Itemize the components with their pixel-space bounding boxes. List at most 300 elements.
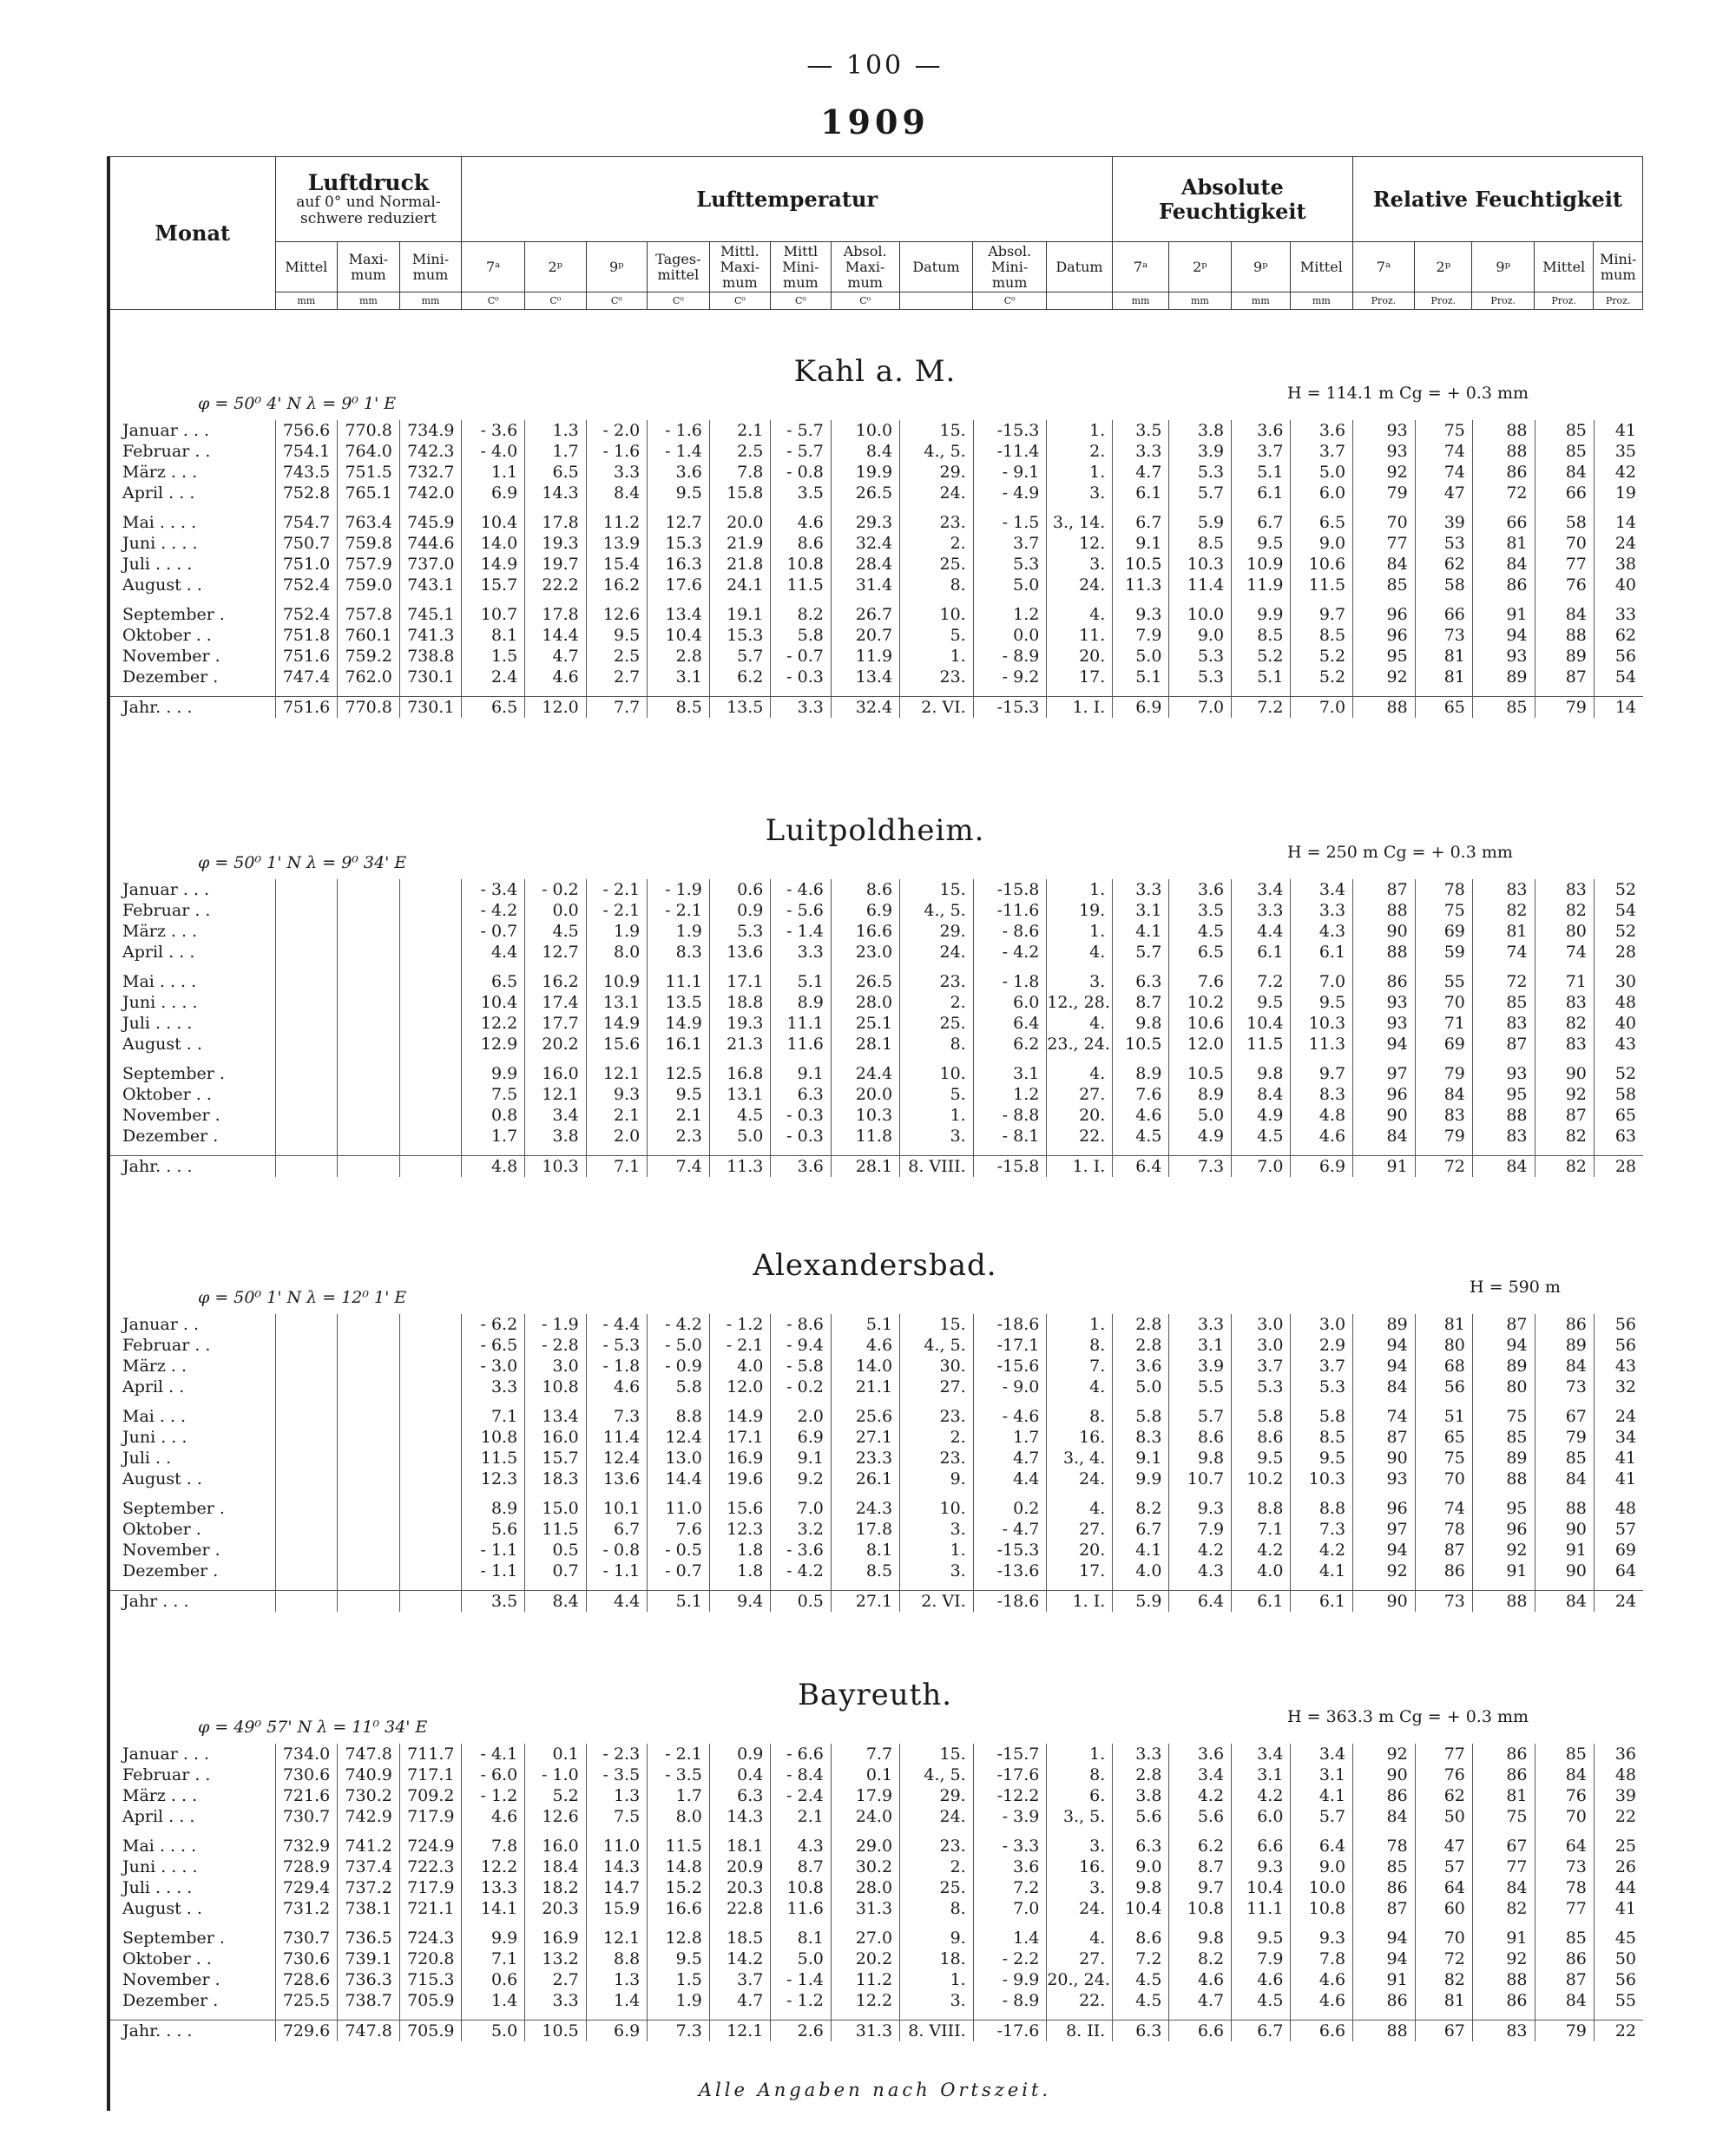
data-cell	[399, 1406, 462, 1427]
data-cell: 23.	[900, 1406, 974, 1427]
gap-cell	[108, 1489, 275, 1498]
month-label: September .	[108, 1063, 275, 1084]
data-cell: 751.8	[275, 625, 338, 646]
data-cell: 4.1	[1291, 1785, 1353, 1806]
data-cell: 2.5	[586, 646, 648, 667]
data-cell: 3.1	[1291, 1764, 1353, 1785]
data-cell: - 4.9	[973, 483, 1047, 503]
table-row	[108, 1314, 1643, 1335]
gap-cell	[648, 1919, 710, 1928]
data-cell: 4.2	[1232, 1785, 1291, 1806]
data-cell: 86	[1535, 1948, 1594, 1969]
data-cell: 31.4	[831, 575, 899, 595]
year-title: 1909	[820, 102, 930, 141]
gap-cell	[462, 2011, 525, 2021]
data-cell: 75	[1415, 900, 1472, 921]
gap-cell	[771, 1489, 831, 1498]
gap-cell	[1415, 2011, 1472, 2021]
data-cell: 1.	[1047, 1744, 1113, 1764]
header-unit-14: mm	[1169, 292, 1232, 310]
data-cell: 7.3	[1169, 1156, 1232, 1178]
data-cell: 7.1	[1232, 1519, 1291, 1540]
data-cell: 23., 24.	[1047, 1034, 1113, 1055]
data-cell: 66	[1472, 512, 1535, 533]
data-cell: 724.3	[399, 1928, 462, 1948]
gap-cell	[108, 1919, 275, 1928]
data-cell: 72	[1472, 971, 1535, 992]
data-cell: 8.6	[1113, 1928, 1169, 1948]
header-col-20: Mittel	[1535, 242, 1594, 292]
data-cell: 5.0	[1169, 1105, 1232, 1126]
data-cell: 63	[1594, 1126, 1643, 1147]
data-cell: 3.	[900, 1126, 974, 1147]
data-cell: 4.5	[525, 921, 587, 942]
data-cell: 8.	[1047, 1764, 1113, 1785]
data-cell: 16.1	[648, 1034, 710, 1055]
data-cell: 92	[1535, 1084, 1594, 1105]
data-cell: 8.9	[1113, 1063, 1169, 1084]
table-row	[108, 879, 1643, 900]
data-cell: 8.8	[648, 1406, 710, 1427]
table-row	[108, 1063, 1643, 1084]
gap-cell	[1232, 963, 1291, 971]
data-cell: 757.9	[338, 554, 400, 575]
gap-cell	[462, 1489, 525, 1498]
data-cell: 3.5	[771, 483, 831, 503]
gap-cell	[1232, 1581, 1291, 1591]
data-cell: 7.9	[1113, 625, 1169, 646]
gap-cell	[338, 1055, 400, 1063]
data-cell: 70	[1415, 1928, 1472, 1948]
data-cell: 12.1	[586, 1063, 648, 1084]
data-cell: 8.9	[771, 992, 831, 1013]
data-cell: 83	[1535, 992, 1594, 1013]
data-cell: - 1.0	[525, 1764, 587, 1785]
data-cell: 80	[1472, 1377, 1535, 1397]
data-cell: 79	[1353, 483, 1416, 503]
gap-cell	[525, 1827, 587, 1836]
header-unit-12	[1046, 292, 1112, 310]
table-row	[108, 604, 1643, 625]
data-cell: 18.5	[709, 1928, 771, 1948]
data-cell: 32	[1594, 1377, 1643, 1397]
data-cell: 43	[1594, 1356, 1643, 1377]
data-cell: 10.4	[1113, 1898, 1169, 1919]
gap-cell	[1594, 1581, 1643, 1591]
data-cell: 759.2	[338, 646, 400, 667]
data-cell: 2.7	[586, 667, 648, 687]
data-cell: 7.0	[771, 1498, 831, 1519]
data-cell: 14.4	[648, 1469, 710, 1489]
gap-cell	[399, 1581, 462, 1591]
data-cell: 6.9	[462, 483, 525, 503]
table-row	[108, 1990, 1643, 2011]
data-cell: 4.3	[1169, 1561, 1232, 1581]
data-cell: 23.	[900, 512, 974, 533]
data-cell: 55	[1594, 1990, 1643, 2011]
header-col-5: 9ᵖ	[586, 242, 648, 292]
data-cell	[275, 1498, 338, 1519]
data-cell: - 2.4	[771, 1785, 831, 1806]
data-cell: 54	[1594, 667, 1643, 687]
data-cell: 9.5	[648, 1084, 710, 1105]
data-cell	[399, 1561, 462, 1581]
gap-cell	[648, 1827, 710, 1836]
header-unit-0: mm	[275, 292, 338, 310]
data-cell: 6.3	[709, 1785, 771, 1806]
data-cell: 90	[1353, 1448, 1416, 1469]
data-cell: 9.3	[1113, 604, 1169, 625]
data-cell: 7.0	[1291, 697, 1353, 719]
gap-cell	[1047, 2011, 1113, 2021]
data-cell: 16.0	[525, 1063, 587, 1084]
station-height: H = 250 m Cg = + 0.3 mm	[1287, 843, 1513, 862]
data-cell: 3.9	[1169, 1356, 1232, 1377]
gap-cell	[1415, 595, 1472, 604]
data-cell: 10.4	[1232, 1877, 1291, 1898]
data-cell: 16.6	[648, 1898, 710, 1919]
header-col-7: Mittl. Maxi- mum	[709, 242, 771, 292]
data-cell: 8.5	[1291, 1427, 1353, 1448]
gap-cell	[586, 1147, 648, 1156]
gap-cell	[462, 1055, 525, 1063]
header-absolute-feuchtigkeit: Absolute Feuchtigkeit	[1112, 157, 1352, 242]
data-cell: 10.9	[1232, 554, 1291, 575]
data-cell: 8. VIII.	[900, 2021, 974, 2042]
data-cell: 82	[1535, 900, 1594, 921]
data-cell: 24.3	[831, 1498, 899, 1519]
data-cell: 1. I.	[1047, 697, 1113, 719]
data-cell: 2.0	[586, 1126, 648, 1147]
gap-cell	[586, 1827, 648, 1836]
data-cell: 6.3	[1113, 1836, 1169, 1856]
gap-cell	[1594, 1827, 1643, 1836]
data-cell: 93	[1353, 441, 1416, 462]
data-cell: 7.0	[1169, 697, 1232, 719]
data-cell: 79	[1415, 1063, 1472, 1084]
data-cell: 14	[1594, 512, 1643, 533]
gap-cell	[1113, 1919, 1169, 1928]
data-cell: 11.5	[1232, 1034, 1291, 1055]
data-cell: 0.0	[973, 625, 1047, 646]
data-cell: -17.1	[973, 1335, 1047, 1356]
data-cell	[275, 1519, 338, 1540]
data-cell: - 4.7	[973, 1519, 1047, 1540]
gap-cell	[1535, 1919, 1594, 1928]
data-cell: 10.9	[586, 971, 648, 992]
data-cell: 10.	[900, 1063, 974, 1084]
data-cell: 742.0	[399, 483, 462, 503]
data-cell: 15.7	[525, 1448, 587, 1469]
gap-cell	[1047, 1397, 1113, 1406]
gap-cell	[1472, 963, 1535, 971]
data-cell: 41	[1594, 1469, 1643, 1489]
gap-cell	[1415, 503, 1472, 512]
station-name: Alexandersbad.	[753, 1248, 997, 1283]
data-cell: 8.1	[831, 1540, 899, 1561]
data-cell: 8.2	[771, 604, 831, 625]
data-cell: 9.8	[1113, 1013, 1169, 1034]
data-cell: 7.2	[1232, 697, 1291, 719]
data-cell: 8.0	[586, 942, 648, 963]
month-label: Jahr . . .	[108, 1591, 275, 1613]
data-cell: 87	[1535, 1105, 1594, 1126]
data-cell: 15.4	[586, 554, 648, 575]
gap-cell	[973, 687, 1047, 697]
gap-cell	[1232, 687, 1291, 697]
data-cell: 27.1	[831, 1591, 899, 1613]
gap-cell	[462, 963, 525, 971]
data-cell: 10.2	[1169, 992, 1232, 1013]
data-cell: 8.5	[648, 697, 710, 719]
data-cell: 80	[1535, 921, 1594, 942]
data-cell: - 2.2	[973, 1948, 1047, 1969]
data-cell: 20.2	[525, 1034, 587, 1055]
data-cell: 752.8	[275, 483, 338, 503]
data-cell: 88	[1353, 2021, 1416, 2042]
data-cell: 3., 14.	[1047, 512, 1113, 533]
data-cell: 6.4	[1169, 1591, 1232, 1613]
data-cell: 12.3	[462, 1469, 525, 1489]
gap-cell	[462, 1919, 525, 1928]
data-cell	[338, 1063, 400, 1084]
header-unit-8: C⁰	[771, 292, 831, 310]
gap-cell	[1113, 1055, 1169, 1063]
data-cell: 26	[1594, 1856, 1643, 1877]
data-cell: 6.6	[1232, 1836, 1291, 1856]
data-cell: 3.1	[648, 667, 710, 687]
data-cell: 23.	[900, 667, 974, 687]
data-cell: 87	[1535, 1969, 1594, 1990]
data-cell: 14.0	[462, 533, 525, 554]
data-cell: 737.0	[399, 554, 462, 575]
data-cell: 12.3	[709, 1519, 771, 1540]
data-cell: 67	[1535, 1406, 1594, 1427]
data-cell: 4.7	[1169, 1990, 1232, 2011]
data-cell: 94	[1472, 1335, 1535, 1356]
gap-cell	[1232, 1489, 1291, 1498]
data-cell: 70	[1353, 512, 1416, 533]
data-cell: 10.0	[1169, 604, 1232, 625]
station-coordinates: φ = 49⁰ 57' N λ = 11⁰ 34' E	[198, 1718, 428, 1737]
data-cell: 87	[1353, 879, 1416, 900]
data-cell: 3.3	[771, 942, 831, 963]
data-cell: 3.3	[771, 697, 831, 719]
data-cell: 13.6	[586, 1469, 648, 1489]
header-unit-2: mm	[399, 292, 462, 310]
data-cell: 17.	[1047, 667, 1113, 687]
data-cell: 3.5	[1169, 900, 1232, 921]
gap-cell	[1472, 503, 1535, 512]
data-cell: 23.	[900, 1448, 974, 1469]
data-cell	[338, 1469, 400, 1489]
data-cell: 31.3	[831, 1898, 899, 1919]
column-header	[107, 156, 1643, 310]
data-cell: 8.5	[1169, 533, 1232, 554]
data-cell: 78	[1353, 1836, 1416, 1856]
data-cell: 4.5	[1232, 1990, 1291, 2011]
data-cell: 10.0	[831, 420, 899, 441]
data-cell: 6.9	[1113, 697, 1169, 719]
data-cell: 750.7	[275, 533, 338, 554]
data-cell: 6.	[1047, 1785, 1113, 1806]
gap-cell	[399, 1827, 462, 1836]
gap-cell	[831, 1919, 899, 1928]
data-cell: - 0.3	[771, 1105, 831, 1126]
data-cell: -18.6	[973, 1591, 1047, 1613]
data-cell: - 4.6	[973, 1406, 1047, 1427]
data-cell: 8.3	[1291, 1084, 1353, 1105]
data-cell: 6.1	[1291, 1591, 1353, 1613]
data-cell: 6.2	[709, 667, 771, 687]
data-cell	[338, 1427, 400, 1448]
data-cell: 29.	[900, 462, 974, 483]
data-cell	[399, 1063, 462, 1084]
gap-cell	[900, 1397, 974, 1406]
data-cell: 75	[1415, 420, 1472, 441]
data-cell: 19.7	[525, 554, 587, 575]
data-cell: 48	[1594, 1764, 1643, 1785]
data-cell: 97	[1353, 1519, 1416, 1540]
data-cell: 90	[1353, 1764, 1416, 1785]
data-cell: 1.3	[586, 1785, 648, 1806]
data-cell: 16.	[1047, 1427, 1113, 1448]
data-cell: 9.2	[771, 1469, 831, 1489]
data-cell: 4.7	[973, 1448, 1047, 1469]
data-cell: 751.5	[338, 462, 400, 483]
gap-cell	[1415, 1581, 1472, 1591]
data-cell: 29.	[900, 921, 974, 942]
gap-cell	[771, 687, 831, 697]
data-cell	[338, 1034, 400, 1055]
data-cell: 17.6	[648, 575, 710, 595]
data-cell: 12.4	[648, 1427, 710, 1448]
table-row	[108, 1406, 1643, 1427]
gap-cell	[1472, 1581, 1535, 1591]
month-label: November .	[108, 646, 275, 667]
data-cell: 14.3	[525, 483, 587, 503]
data-cell: 80	[1415, 1335, 1472, 1356]
gap-cell	[1047, 1147, 1113, 1156]
data-cell: 4.1	[1291, 1561, 1353, 1581]
data-cell	[338, 1105, 400, 1126]
data-cell: 19.6	[709, 1469, 771, 1489]
data-cell: 88	[1353, 900, 1416, 921]
gap-cell	[1047, 963, 1113, 971]
station-height: H = 590 m	[1470, 1278, 1561, 1297]
data-cell: 5.7	[1169, 1406, 1232, 1427]
data-cell	[399, 971, 462, 992]
data-cell: 1.2	[973, 604, 1047, 625]
gap-cell	[399, 687, 462, 697]
data-cell: 84	[1353, 554, 1416, 575]
data-cell: 85	[1535, 1928, 1594, 1948]
data-cell: 35	[1594, 441, 1643, 462]
gap-cell	[1535, 1397, 1594, 1406]
station-height: H = 114.1 m Cg = + 0.3 mm	[1287, 384, 1529, 403]
data-cell	[338, 971, 400, 992]
data-cell: 8.	[900, 575, 974, 595]
table-row	[108, 420, 1643, 441]
data-cell: 74	[1535, 942, 1594, 963]
data-cell: 86	[1353, 1785, 1416, 1806]
data-cell: 14.9	[462, 554, 525, 575]
data-cell: 12.7	[525, 942, 587, 963]
data-cell	[338, 879, 400, 900]
row-gap	[108, 963, 1643, 971]
data-cell: 6.0	[1291, 483, 1353, 503]
data-cell: 42	[1594, 462, 1643, 483]
gap-cell	[462, 1581, 525, 1591]
data-cell: 45	[1594, 1928, 1643, 1948]
data-cell: 5.1	[831, 1314, 899, 1335]
data-cell: 69	[1415, 921, 1472, 942]
data-cell: 3.4	[1232, 879, 1291, 900]
row-gap	[108, 1827, 1643, 1836]
data-cell: 15.7	[462, 575, 525, 595]
data-cell: 2. VI.	[900, 1591, 974, 1613]
data-cell: 18.3	[525, 1469, 587, 1489]
data-cell: 26.5	[831, 483, 899, 503]
data-cell: 9.7	[1291, 1063, 1353, 1084]
gap-cell	[1232, 1147, 1291, 1156]
data-cell	[338, 942, 400, 963]
data-cell	[399, 1156, 462, 1178]
gap-cell	[1353, 1581, 1416, 1591]
data-cell: 5.6	[1113, 1806, 1169, 1827]
data-cell: 25.	[900, 1013, 974, 1034]
row-gap	[108, 1489, 1643, 1498]
gap-cell	[1415, 1827, 1472, 1836]
row-gap	[108, 1581, 1643, 1591]
data-cell	[275, 1156, 338, 1178]
data-cell: 13.1	[709, 1084, 771, 1105]
data-cell: - 1.6	[586, 441, 648, 462]
data-cell: 79	[1535, 1427, 1594, 1448]
table-row	[108, 942, 1643, 963]
gap-cell	[1594, 1397, 1643, 1406]
data-cell: 93	[1472, 646, 1535, 667]
data-cell: 15.	[900, 1744, 974, 1764]
year-total-row	[108, 2021, 1643, 2042]
gap-cell	[525, 2011, 587, 2021]
gap-cell	[525, 1397, 587, 1406]
data-cell: 752.4	[275, 604, 338, 625]
data-cell: -11.4	[973, 441, 1047, 462]
gap-cell	[338, 1489, 400, 1498]
data-cell: 4.6	[771, 512, 831, 533]
data-cell: 83	[1415, 1105, 1472, 1126]
data-cell: 56	[1594, 1969, 1643, 1990]
data-cell	[275, 1469, 338, 1489]
data-cell: 82	[1535, 1013, 1594, 1034]
data-cell: 4.4	[462, 942, 525, 963]
data-cell: 14.8	[648, 1856, 710, 1877]
data-cell	[399, 1448, 462, 1469]
month-label: September .	[108, 1498, 275, 1519]
gap-cell	[1232, 1919, 1291, 1928]
data-cell: 0.5	[525, 1540, 587, 1561]
table-row	[108, 1498, 1643, 1519]
data-cell: 89	[1535, 1335, 1594, 1356]
data-cell: 6.7	[1113, 1519, 1169, 1540]
data-cell: 5.0	[709, 1126, 771, 1147]
data-cell: 50	[1594, 1948, 1643, 1969]
data-cell: 3.7	[709, 1969, 771, 1990]
data-cell: 751.6	[275, 697, 338, 719]
data-cell	[275, 879, 338, 900]
data-cell: 9.5	[1232, 533, 1291, 554]
